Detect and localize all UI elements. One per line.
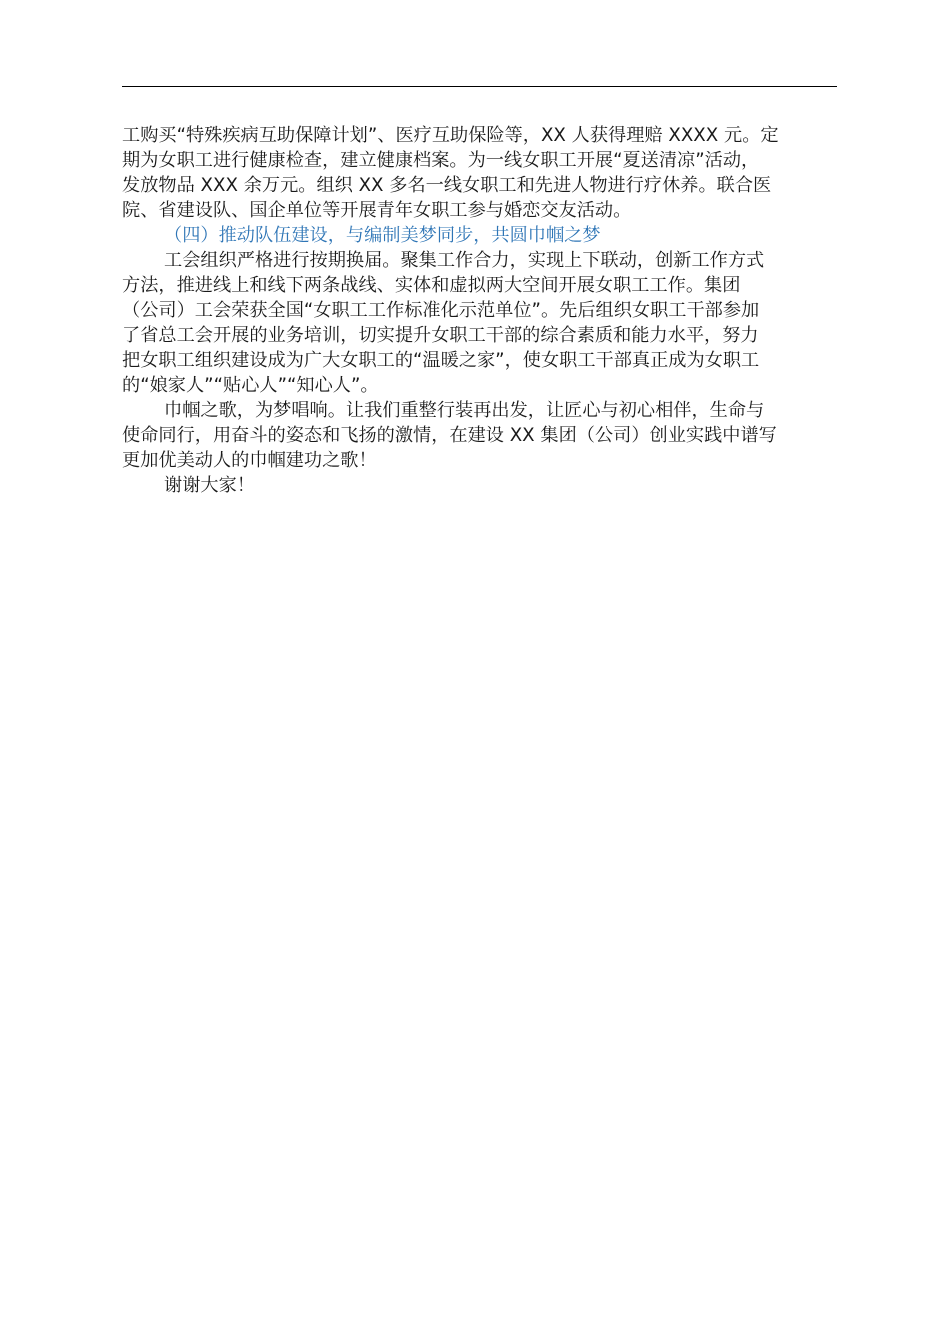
header-rule — [122, 86, 837, 87]
paragraph-closing — [122, 398, 838, 473]
thanks-line: 谢谢大家！ — [164, 475, 255, 496]
text-line: 期为女职工进行健康检查，建立健康档案。为一线女职工开展“夏送清凉”活动， — [122, 150, 760, 171]
text-line: 工购买“特殊疾病互助保障计划”、医疗互助保险等，XX 人获得理赔 XXXX 元。定 — [122, 125, 779, 146]
text-line: 使命同行，用奋斗的姿态和飞扬的激情，在建设 XX 集团（公司）创业实践中谱写 — [122, 425, 777, 446]
text-line: 工会组织严格进行按期换届。聚集工作合力，实现上下联动，创新工作方式 — [164, 250, 765, 271]
text-line: 院、省建设队、国企单位等开展青年女职工参与婚恋交友活动。 — [122, 200, 632, 221]
text-line: 方法，推进线上和线下两条战线、实体和虚拟两大空间开展女职工工作。集团 — [122, 275, 741, 296]
paragraph-team-building — [122, 248, 838, 398]
text-line: 更加优美动人的巾帼建功之歌！ — [122, 450, 377, 471]
text-line: （公司）工会荣获全国“女职工工作标准化示范单位”。先后组织女职工干部参加 — [122, 300, 760, 321]
text-line: 的“娘家人”“贴心人”“知心人”。 — [122, 375, 379, 396]
document-body — [122, 123, 838, 498]
text-line: 把女职工组织建设成为广大女职工的“温暖之家”，使女职工干部真正成为女职工 — [122, 350, 760, 371]
text-line: 巾帼之歌，为梦唱响。让我们重整行装再出发，让匠心与初心相伴，生命与 — [164, 400, 765, 421]
text-line: 发放物品 XXX 余万元。组织 XX 多名一线女职工和先进人物进行疗休养。联合医 — [122, 175, 772, 196]
text-line: 了省总工会开展的业务培训，切实提升女职工干部的综合素质和能力水平，努力 — [122, 325, 759, 346]
section-heading: （四）推动队伍建设，与编制美梦同步，共圆巾帼之梦 — [164, 225, 601, 246]
paragraph-continued — [122, 123, 838, 223]
